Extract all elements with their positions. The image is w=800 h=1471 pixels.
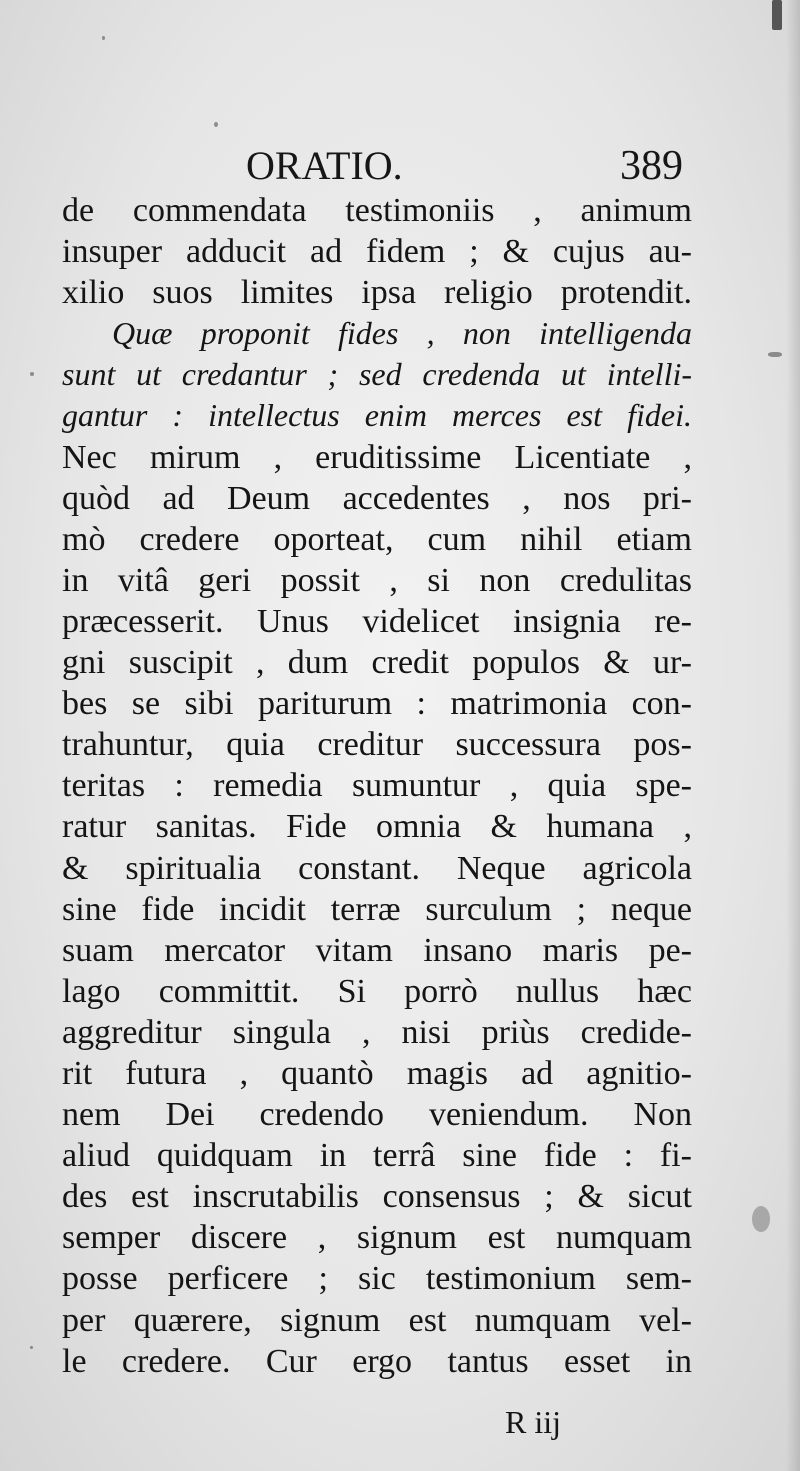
page-number: 389 xyxy=(620,143,683,189)
text-line: in vitâ geri possit , si non credulitas xyxy=(62,561,692,599)
text-line: semper discere , signum est numquam xyxy=(62,1219,692,1257)
text-line: gni suscipit , dum credit populos & ur- xyxy=(62,644,692,682)
text-line: de commendata testimoniis , animum xyxy=(62,192,692,229)
paper-speck xyxy=(102,36,105,40)
text-line: le credere. Cur ergo tantus esset in xyxy=(62,1342,692,1380)
page-edge-mark xyxy=(772,0,782,30)
text-line: aliud quidquam in terrâ sine fide : fi- xyxy=(62,1137,692,1175)
text-line: insuper adducit ad fidem ; & cujus au- xyxy=(62,233,692,271)
paper-speck xyxy=(214,122,218,127)
text-line: aggreditur singula , nisi priùs credide- xyxy=(62,1013,692,1051)
text-line: præcesserit. Unus videlicet insignia re- xyxy=(62,602,692,640)
text-line: per quærere, signum est numquam vel- xyxy=(62,1301,692,1339)
body-text xyxy=(62,190,692,1382)
text-line: nem Dei credendo veniendum. Non xyxy=(62,1096,692,1134)
paper-speck xyxy=(30,372,34,376)
paper-speck xyxy=(752,1206,770,1232)
running-title: ORATIO. xyxy=(246,143,403,188)
text-line: bes se sibi pariturum : matrimonia con- xyxy=(62,685,692,723)
text-line: & spiritualia constant. Neque agricola xyxy=(62,849,692,887)
signature-mark: R iij xyxy=(505,1404,562,1440)
text-line: lago committit. Si porrò nullus hæc xyxy=(62,972,692,1010)
text-line: sine fide incidit terræ surculum ; neque xyxy=(62,890,692,928)
text-line: Quæ proponit fides , non intelligenda xyxy=(112,315,692,352)
text-line: sunt ut credantur ; sed credenda ut intelli- xyxy=(62,356,692,393)
text-line: Nec mirum , eruditissime Licentiate , xyxy=(62,438,692,476)
page-edge-shadow xyxy=(786,0,800,1471)
text-line: xilio suos limites ipsa religio protendit. xyxy=(62,274,692,312)
text-line: des est inscrutabilis consensus ; & sicut xyxy=(62,1178,692,1216)
text-line: gantur : intellectus enim merces est fidei. xyxy=(62,397,692,434)
page-header xyxy=(0,138,800,194)
text-line: suam mercator vitam insano maris pe- xyxy=(62,931,692,969)
text-line: quòd ad Deum accedentes , nos pri- xyxy=(62,479,692,517)
text-line: rit futura , quantò magis ad agnitio- xyxy=(62,1054,692,1092)
text-line: teritas : remedia sumuntur , quia spe- xyxy=(62,767,692,805)
paper-speck xyxy=(768,352,782,357)
text-line: mò credere oporteat, cum nihil etiam xyxy=(62,520,692,558)
text-line: posse perficere ; sic testimonium sem- xyxy=(62,1260,692,1298)
text-line: ratur sanitas. Fide omnia & humana , xyxy=(62,808,692,846)
paper-speck xyxy=(30,1346,33,1349)
text-line: trahuntur, quia creditur successura pos- xyxy=(62,726,692,764)
